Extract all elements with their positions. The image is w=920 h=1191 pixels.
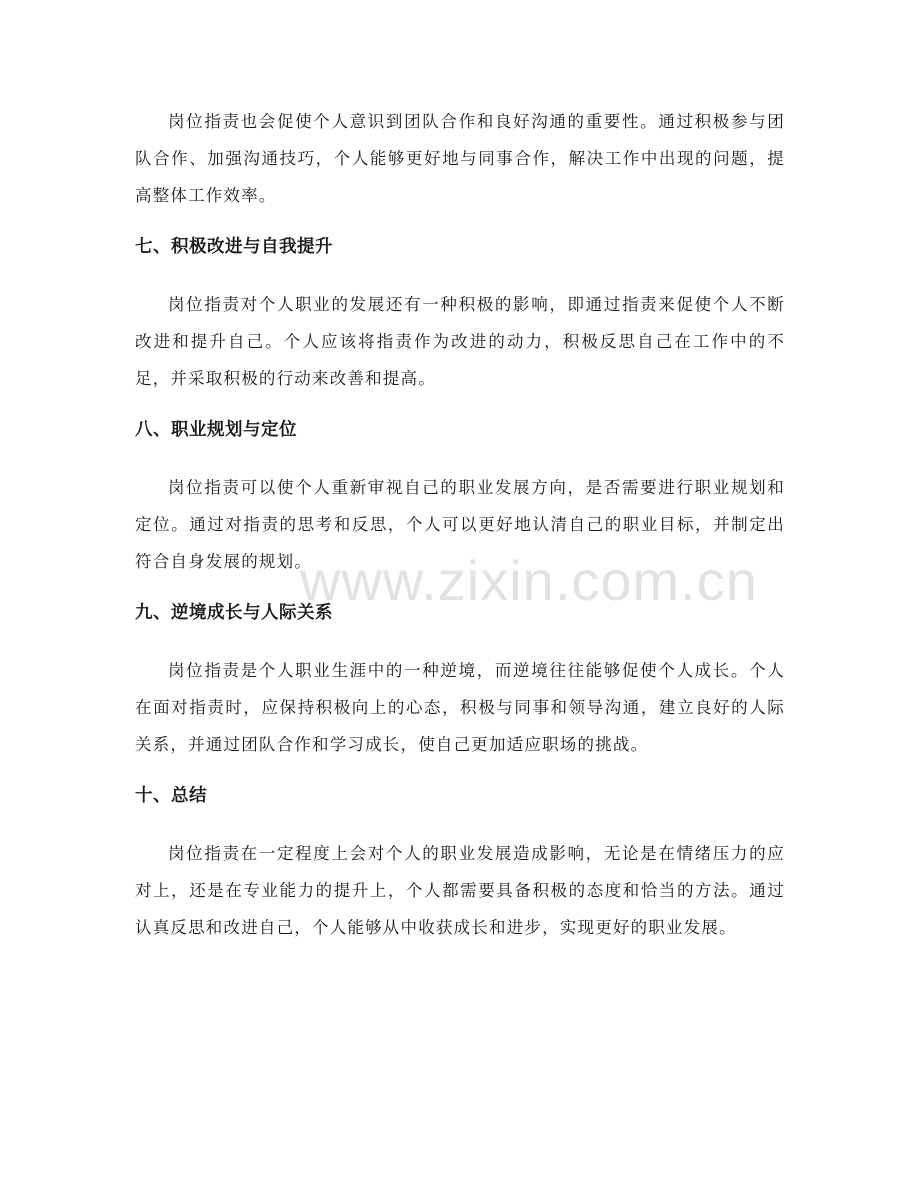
paragraph-adversity-growth: 岗位指责是个人职业生涯中的一种逆境，而逆境往往能够促使个人成长。个人在面对指责时，应保持积极向上的心态，积极与同事和领导沟通，建立良好的人际关系，并通过团队合作和学习成长，使自己更加适应职场的挑战。 bbox=[135, 661, 785, 754]
section-heading-8: 八、职业规划与定位 bbox=[135, 420, 297, 440]
paragraph-career-planning: 岗位指责可以使个人重新审视自己的职业发展方向，是否需要进行职业规划和定位。通过对指责的思考和反思，个人可以更好地认清自己的职业目标，并制定出符合自身发展的规划。 bbox=[135, 478, 785, 571]
section-heading-9: 九、逆境成长与人际关系 bbox=[135, 603, 333, 623]
paragraph-improvement: 岗位指责对个人职业的发展还有一种积极的影响，即通过指责来促使个人不断改进和提升自己。个人应该将指责作为改进的动力，积极反思自己在工作中的不足，并采取积极的行动来改善和提高。 bbox=[135, 295, 785, 388]
paragraph-teamwork: 岗位指责也会促使个人意识到团队合作和良好沟通的重要性。通过积极参与团队合作、加强沟通技巧，个人能够更好地与同事合作，解决工作中出现的问题，提高整体工作效率。 bbox=[135, 112, 785, 205]
document-body bbox=[135, 103, 785, 946]
watermark: www.zixin.com.cn bbox=[300, 549, 758, 612]
section-heading-10: 十、总结 bbox=[135, 786, 207, 806]
section-heading-7: 七、积极改进与自我提升 bbox=[135, 237, 333, 257]
paragraph-summary: 岗位指责在一定程度上会对个人的职业发展造成影响，无论是在情绪压力的应对上，还是在专业能力的提升上，个人都需要具备积极的态度和恰当的方法。通过认真反思和改进自己，个人能够从中收获成长和进步，实现更好的职业发展。 bbox=[135, 844, 785, 937]
